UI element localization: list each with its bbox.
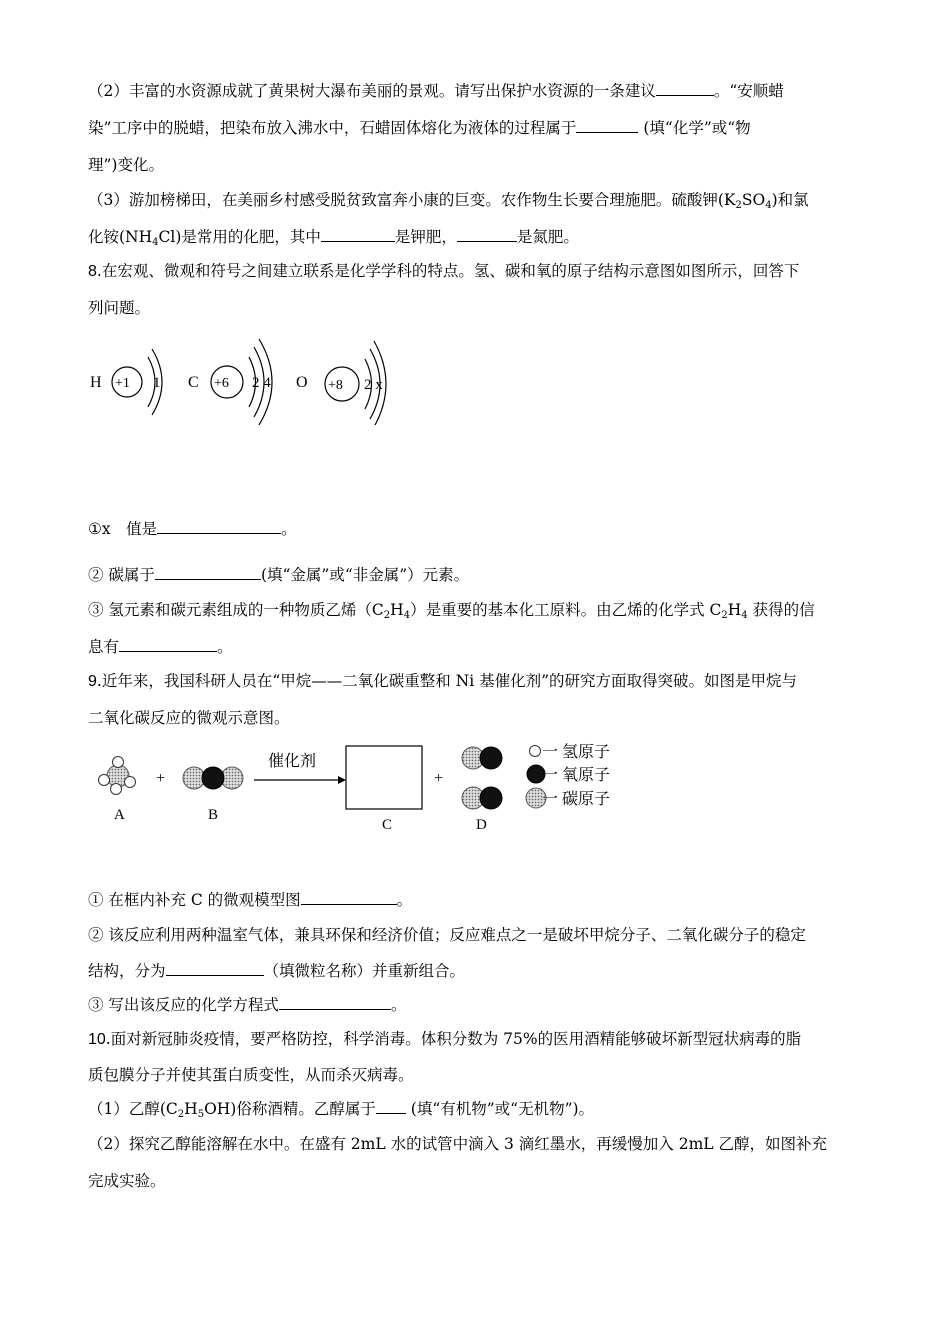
shell-electrons-h: 1 [153,375,161,391]
q7-text: 。“安顺蜡 [713,82,784,100]
answer-blank[interactable] [576,118,638,133]
q7-text: 理”)变化。 [88,156,164,174]
label-a: A [114,807,125,823]
q8-sub3-line2: 息有 。 [88,638,233,656]
question-number: 8 [88,263,97,280]
q7-part2-line2 [88,117,751,139]
answer-blank[interactable] [457,227,517,242]
answer-blank[interactable] [157,519,281,534]
label-c: C [382,817,393,833]
plus-sign: + [434,770,444,787]
answer-blank[interactable] [279,995,391,1010]
answer-blank[interactable] [376,1099,406,1114]
shell-electrons-o: 2 x [364,377,383,393]
atomic-structure-diagram [80,335,400,425]
question-number: 10 [88,1031,106,1048]
q9-sub3: ③ 写出该反应的化学方程式 。 [88,996,407,1014]
molecule-b-co2 [183,767,243,789]
q8-stem-line2: 列问题。 [88,299,151,317]
q10-part1: （1）乙醇$(C_2H_5OH)$俗称酒精。乙醇属于 (填“有机物”或“无机物”)。 [88,1100,595,1120]
arrow-head [338,776,346,784]
q7-text: （2）丰富的水资源成就了黄果树大瀑布美丽的景观。请写出保护水资源的一条建议 [88,82,656,100]
legend [526,743,610,808]
nucleus-charge-o: +8 [328,378,343,393]
answer-blank[interactable] [301,890,397,905]
q10-stem-line2: 质包膜分子并使其蛋白质变性，从而杀灭病毒。 [88,1066,414,1084]
q9-stem-line1: 9.近年来，我国科研人员在“甲烷——二氧化碳重整和 Ni 基催化剂”的研究方面取得突破。如图是甲烷与 [88,672,798,690]
reaction-micro-diagram [90,738,630,838]
q7-text: （3）游加榜梯田，在美丽乡村感受脱贫致富奔小康的巨变。农作物生长要合理施肥。硫酸钾(K [88,191,736,209]
product-c-box[interactable] [346,746,422,809]
q10-part2-line2: 完成实验。 [88,1172,166,1190]
atom-symbol-h: H [90,374,102,391]
q7-part3-line2: 化铵$(NH_4Cl)$是常用的化肥，其中 是钾肥， 是氮肥。 [88,228,579,248]
q8-stem-line1: 8.在宏观、微观和符号之间建立联系是化学学科的特点。氢、碳和氧的原子结构示意图如图所示，回答下 [88,262,800,280]
plus-sign: + [156,770,166,787]
answer-blank[interactable] [166,961,264,976]
answer-blank[interactable] [321,227,395,242]
legend-hydrogen: 一 氢原子 [542,744,611,761]
atom-symbol-c: C [188,374,199,391]
nucleus-charge-h: +1 [115,376,130,391]
shell-electrons-c: 2 4 [252,375,271,391]
answer-blank[interactable] [119,637,217,652]
q7-part2-line1 [88,80,784,102]
label-d: D [476,817,487,833]
molecule-a-methane [99,757,136,795]
label-b: B [208,807,219,823]
legend-oxygen: 一 氧原子 [542,767,611,784]
atom-symbol-o: O [296,374,308,391]
q8-sub2: ② 碳属于 (填“金属”或“非金属”）元素。 [88,566,470,584]
answer-blank[interactable] [656,81,714,96]
q7-part3-line1: （3）游加榜梯田，在美丽乡村感受脱贫致富奔小康的巨变。农作物生长要合理施肥。硫酸钾$(K_2SO_4)$和氯 [88,191,809,211]
catalyst-label: 催化剂 [268,753,317,770]
q9-sub2-line1: ② 该反应利用两种温室气体，兼具环保和经济价值；反应难点之一是破坏甲烷分子、二氧化碳分子的稳定 [88,926,806,944]
molecule-d-co [462,747,502,809]
q10-part2-line1: （2）探究乙醇能溶解在水中。在盛有 2mL 水的试管中滴入 3 滴红墨水，再缓慢加入 2mL 乙醇，如图补充 [88,1135,827,1153]
question-number: 9 [88,673,97,690]
q10-stem-line1: 10.面对新冠肺炎疫情，要严格防控，科学消毒。体积分数为 75%的医用酒精能够破坏新型冠状病毒的脂 [88,1030,802,1048]
q9-sub1: ① 在框内补充 C 的微观模型图 。 [88,891,413,909]
q9-stem-line2: 二氧化碳反应的微观示意图。 [88,709,290,727]
q7-text: (填“化学”或“物 [638,119,751,137]
q7-part2-line3 [88,154,164,176]
q8-sub3-line1: ③ 氢元素和碳元素组成的一种物质乙烯$(C_2H_4)$是重要的基本化工原料。由乙烯的化学式 $C_2H_4$ 获得的信 [88,601,815,621]
answer-blank[interactable] [155,565,261,580]
legend-carbon: 一 碳原子 [542,791,611,808]
q8-sub1: ①x 值是 。 [88,520,297,538]
q9-sub2-line2: 结构，分为 （填微粒名称）并重新组合。 [88,962,466,980]
q7-text: 染”工序中的脱蜡，把染布放入沸水中，石蜡固体熔化为液体的过程属于 [88,119,577,137]
nucleus-charge-c: +6 [214,376,229,391]
